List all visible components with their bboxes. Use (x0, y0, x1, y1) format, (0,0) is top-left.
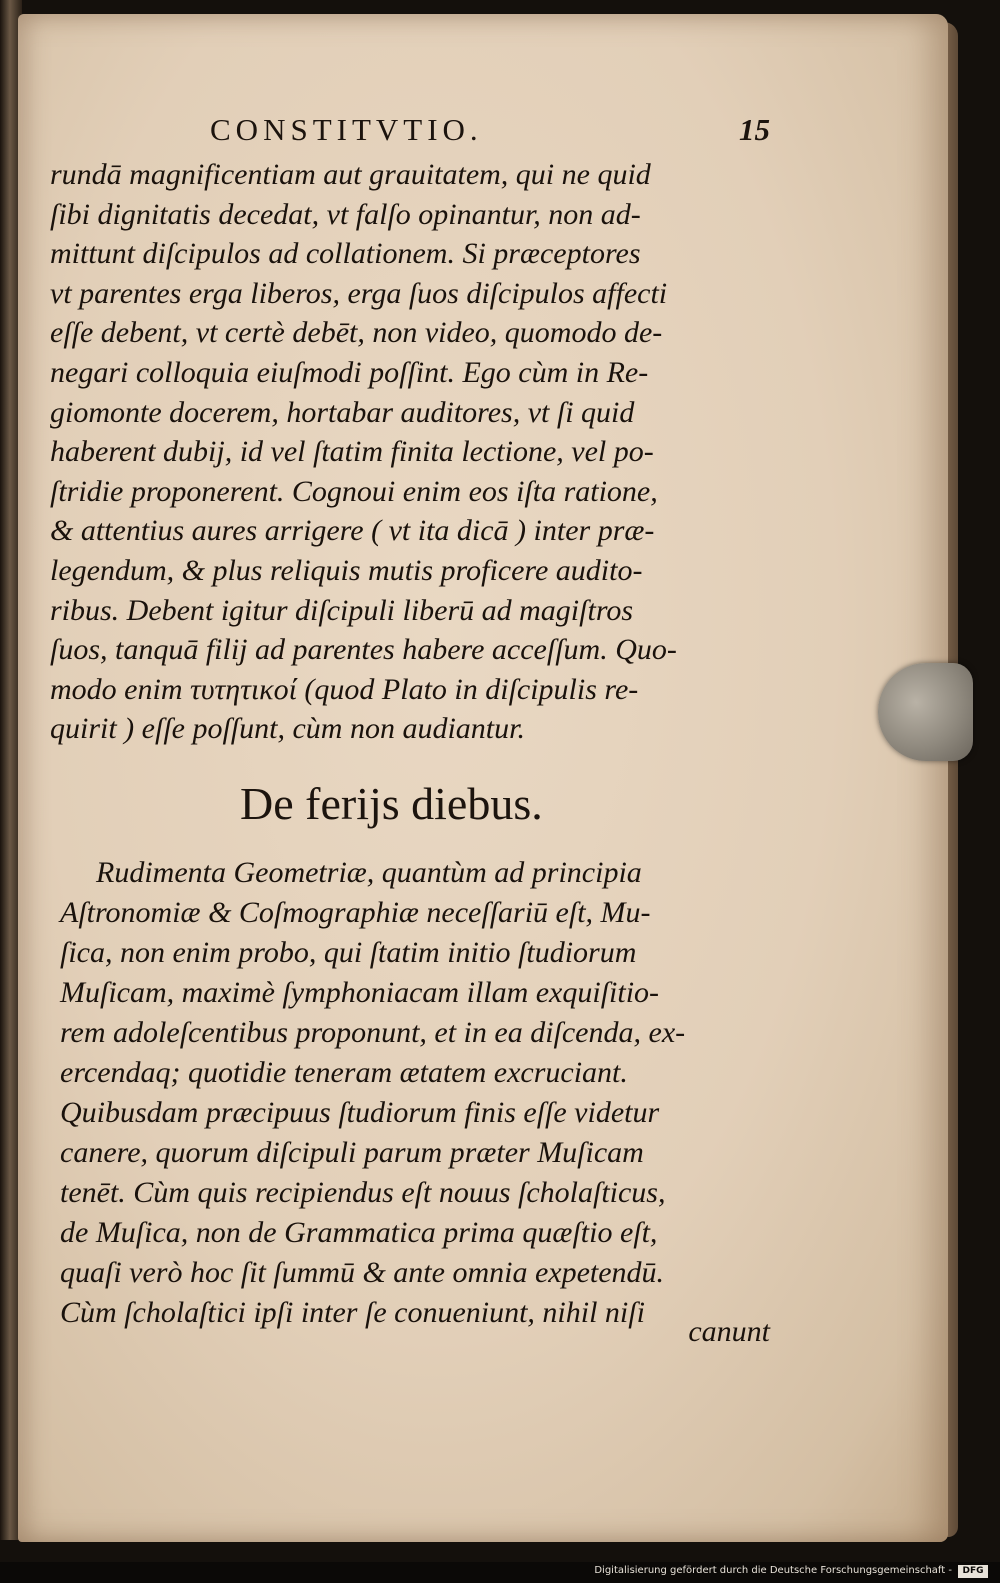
text-line: modo enim τυτητικοί (quod Plato in diſcipulis re- (50, 672, 639, 706)
text-line: Muſicam, maximè ſymphoniacam illam exquiſitio- (60, 976, 660, 1009)
text-line: quirit ) eſſe poſſunt, cùm non audiantur. (50, 712, 525, 746)
footer-credit: Digitalisierung gefördert durch die Deutsche Forschungsgemeinschaft - (594, 1565, 952, 1576)
text-line: tenēt. Cùm quis recipiendus eſt nouus ſcholaſticus, (60, 1176, 666, 1209)
paragraph-2 (60, 853, 780, 1333)
page-header (210, 112, 770, 152)
text-line: eſſe debent, vt certè debēt, non video, quomodo de- (50, 316, 663, 350)
page-number: 15 (739, 112, 770, 147)
text-line: haberent dubij, id vel ſtatim finita lectione, vel po- (50, 435, 654, 469)
text-line: Quibusdam præcipuus ſtudiorum finis eſſe videtur (60, 1096, 660, 1129)
text-line: giomonte docerem, hortabar auditores, vt ſi quid (50, 395, 635, 429)
paragraph-1 (50, 155, 770, 749)
text-line: ſica, non enim probo, qui ſtatim initio ſtudiorum (60, 936, 637, 969)
text-line: quaſi verò hoc ſit ſummū & ante omnia expetendū. (60, 1256, 665, 1289)
running-title: CONSTITVTIO. (210, 112, 483, 147)
text-line: de Muſica, non de Grammatica prima quæſtio eſt, (60, 1216, 658, 1249)
text-line: Rudimenta Geometriæ, quantùm ad principia (96, 856, 642, 889)
text-line: ſtridie proponerent. Cognoui enim eos iſta ratione, (50, 474, 658, 508)
text-line: ſibi dignitatis decedat, vt falſo opinantur, non ad- (50, 197, 641, 231)
text-line: ercendaq; quotidie teneram ætatem excruciant. (60, 1056, 628, 1089)
text-line: Aſtronomiæ & Coſmographiæ neceſſariū eſt, Mu- (60, 896, 651, 929)
text-line: negari colloquia eiuſmodi poſſint. Ego cùm in Re- (50, 355, 649, 389)
text-line: canere, quorum diſcipuli parum præter Muſicam (60, 1136, 644, 1169)
page-clip (878, 663, 973, 761)
text-line: ribus. Debent igitur diſcipuli liberū ad magiſtros (50, 593, 634, 627)
catchword: canunt (688, 1315, 770, 1348)
section-heading: De ferijs diebus. (240, 778, 543, 829)
text-line: ſuos, tanquā filij ad parentes habere acceſſum. Quo- (50, 633, 677, 667)
text-line: & attentius aures arrigere ( vt ita dicā ) inter præ- (50, 514, 655, 548)
text-line: Cùm ſcholaſtici ipſi inter ſe conueniunt, nihil niſi (60, 1296, 645, 1329)
dfg-logo: DFG (958, 1565, 988, 1578)
text-line: rundā magnificentiam aut grauitatem, qui ne quid (50, 158, 651, 191)
text-line: rem adoleſcentibus proponunt, et in ea diſcenda, ex- (60, 1016, 686, 1049)
text-line: legendum, & plus reliquis mutis proficere audito- (50, 553, 643, 587)
text-line: vt parentes erga liberos, erga ſuos diſcipulos affecti (50, 276, 668, 310)
text-line: mittunt diſcipulos ad collationem. Si præceptores (50, 237, 641, 271)
